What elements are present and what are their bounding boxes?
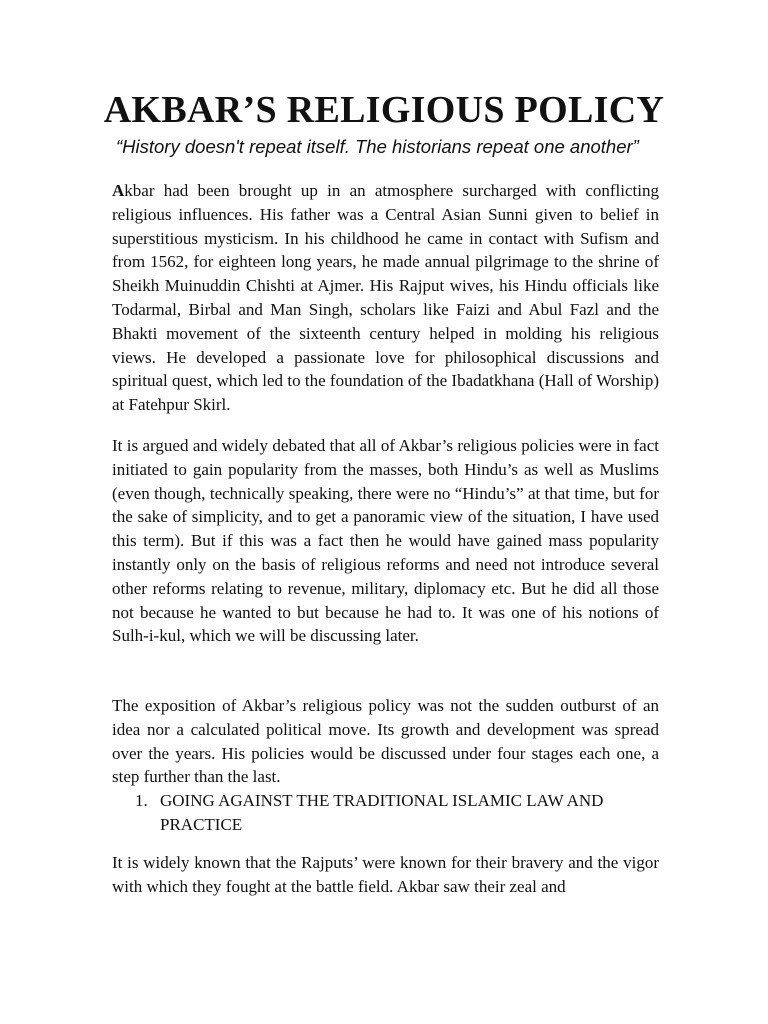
list-item (135, 789, 655, 837)
paragraph-3: The exposition of Akbar’s religious policy was not the sudden outburst of an idea nor a calculated political move. Its growth and development was spread over the years. His policies would be discussed under four stages each one, a step further than the last. (112, 696, 659, 787)
paragraph-4: It is widely known that the Rajputs’ were known for their bravery and the vigor with which they fought at the battle field. Akbar saw their zeal and (112, 853, 659, 896)
paragraph-1-text: kbar had been brought up in an atmosphere surcharged with conflicting religious influences. His father was a Central Asian Sunni given to belief in superstitious mysticism. In his childhood he came in contact with Sufism and from 1562, for eighteen long years, he made annual pilgrimage to the shrine of Sheikh Muinuddin Chishti at Ajmer. His Rajput wives, his Hindu officials like Todarmal, Birbal and Man Singh, scholars like Faizi and Abul Fazl and the Bhakti movement of the sixteenth century helped in molding his religious views. He developed a passionate love for philosophical discussions and spiritual quest, which led to the foundation of the Ibadatkhana (Hall of Worship) at Fatehpur Skirl. (112, 181, 659, 415)
paragraph-1 (112, 179, 659, 417)
document-title: AKBAR’S RELIGIOUS POLICY (103, 89, 665, 131)
list-item-number: 1. (135, 791, 148, 810)
list-item-text: GOING AGAINST THE TRADITIONAL ISLAMIC LAW AND PRACTICE (160, 791, 604, 834)
paragraph-2: It is argued and widely debated that all of Akbar’s religious policies were in fact initiated to gain popularity from the masses, both Hindu’s as well as Muslims (even though, technically speaking, there were no “Hindu’s” at that time, but for the sake of simplicity, and to get a panoramic view of the situation, I have used this term). But if this was a fact then he would have gained mass popularity instantly only on the basis of religious reforms and need not introduce several other reforms relating to revenue, military, diplomacy etc. But he did all those not because he wanted to but because he had to. It was one of his notions of Sulh-i-kul, which we will be discussing later. (112, 436, 659, 646)
epigraph-quote: “History doesn't repeat itself. The historians repeat one another” (116, 136, 639, 157)
numbered-list (135, 789, 655, 837)
paragraph-1-initial: A (112, 181, 125, 200)
